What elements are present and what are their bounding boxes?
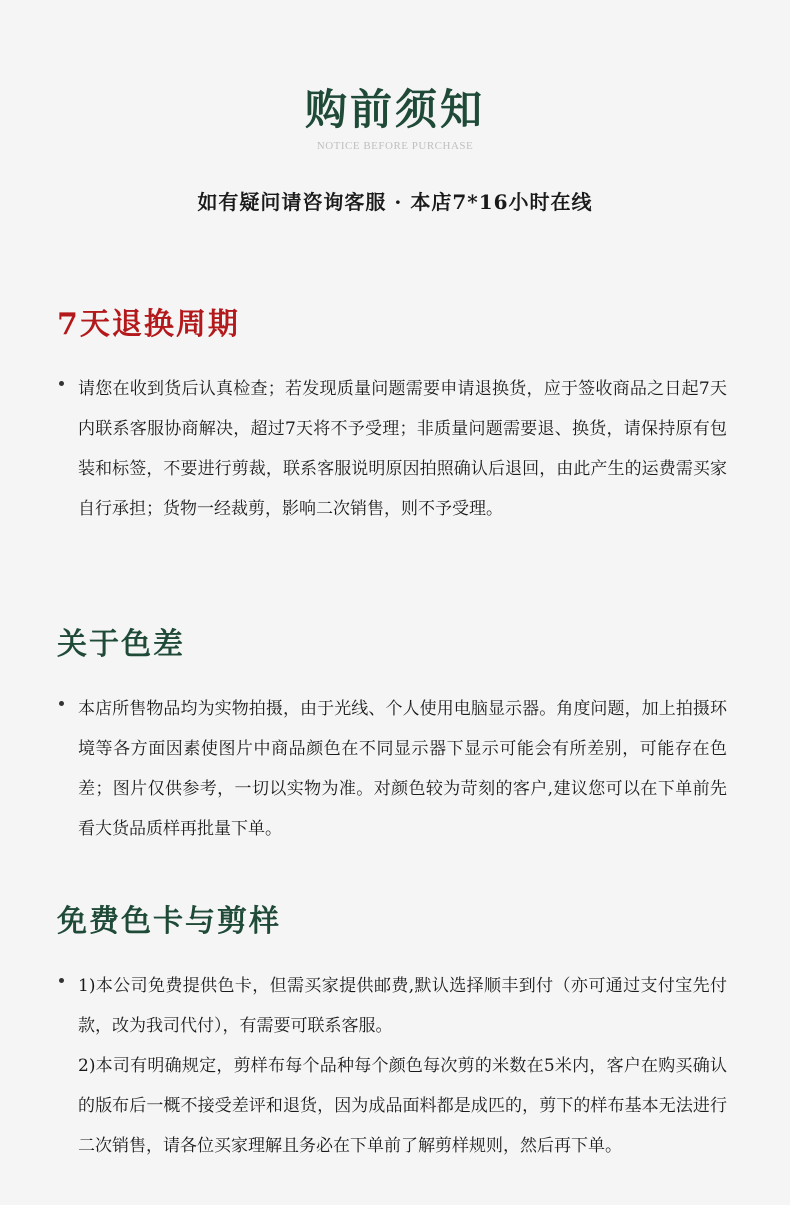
bullet-item xyxy=(57,369,727,529)
bullet-dot-icon xyxy=(59,701,64,706)
section-paragraph: 2)本司有明确规定，剪样布每个品种每个颜色每次剪的米数在5米内，客户在购买确认的版布后一概不接受差评和退货，因为成品面料都是成匹的，剪下的样布基本无法进行二次销售，请各位买家理解且务必在下单前了解剪样规则，然后再下单。 xyxy=(78,1056,727,1156)
section-paragraph: 1)本公司免费提供色卡，但需买家提供邮费,默认选择顺丰到付（亦可通过支付宝先付款，改为我司代付），有需要可联系客服。 xyxy=(78,976,727,1036)
notice-header xyxy=(0,84,790,152)
bullet-dot-icon xyxy=(59,978,64,983)
section-paragraph: 本店所售物品均为实物拍摄，由于光线、个人使用电脑显示器。角度问题，加上拍摄环境等各方面因素使图片中商品颜色在不同显示器下显示可能会有所差别，可能存在色差；图片仅供参考，一切以实物为准。对颜色较为苛刻的客户,建议您可以在下单前先看大货品质样再批量下单。 xyxy=(78,699,727,839)
service-hours-text: 如有疑问请咨询客服 · 本店7*16小时在线 xyxy=(197,190,593,214)
section-free-samples xyxy=(57,902,727,1166)
section-title-return-policy: 7天退换周期 xyxy=(57,307,240,342)
page-title: 购前须知 xyxy=(304,85,485,134)
bullet-item xyxy=(57,966,727,1166)
section-return-policy xyxy=(57,305,727,529)
section-title-free-samples: 免费色卡与剪样 xyxy=(57,904,281,939)
bullet-dot-icon xyxy=(59,381,64,386)
page-subtitle: NOTICE BEFORE PURCHASE xyxy=(316,140,474,152)
section-color-difference xyxy=(57,625,727,849)
section-title-color-difference: 关于色差 xyxy=(57,627,185,662)
section-paragraph: 请您在收到货后认真检查；若发现质量问题需要申请退换货，应于签收商品之日起7天内联系客服协商解决，超过7天将不予受理；非质量问题需要退、换货，请保持原有包装和标签，不要进行剪裁，联系客服说明原因拍照确认后退回，由此产生的运费需买家自行承担；货物一经裁剪，影响二次销售，则不予受理。 xyxy=(78,379,727,519)
bullet-item xyxy=(57,689,727,849)
